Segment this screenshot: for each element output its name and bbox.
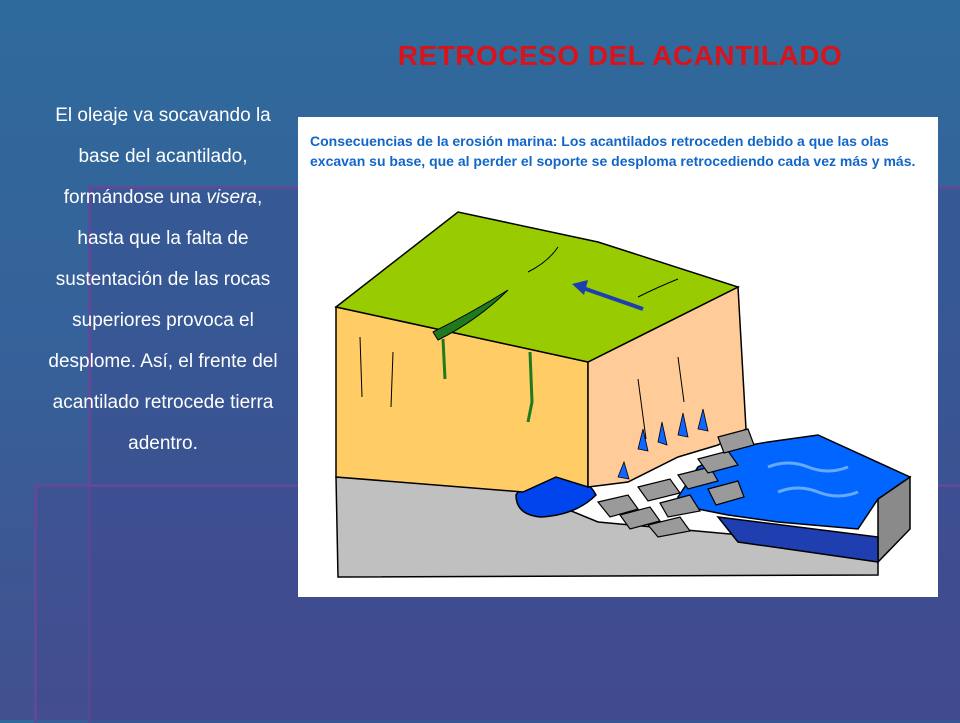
- cliff-erosion-figure: [298, 117, 938, 597]
- explanation-text-part: El oleaje va socavando la base del acantilado, formándose una: [55, 105, 271, 208]
- slide-title: RETROCESO DEL ACANTILADO: [397, 40, 843, 71]
- explanation-emphasis: visera: [206, 187, 257, 208]
- explanation-text-part: , hasta que la falta de sustentación de las rocas superiores provoca el desplome. Así, el frente del acantilado retrocede tierra adentro.: [48, 187, 278, 454]
- figure-caption: Consecuencias de la erosión marina: Los acantilados retroceden debido a que las olas excavan su base, que al perder el soporte se desploma retrocediendo cada vez más y más.: [310, 133, 916, 169]
- cliff-illustration: [298, 117, 938, 597]
- explanation-text: [38, 95, 288, 464]
